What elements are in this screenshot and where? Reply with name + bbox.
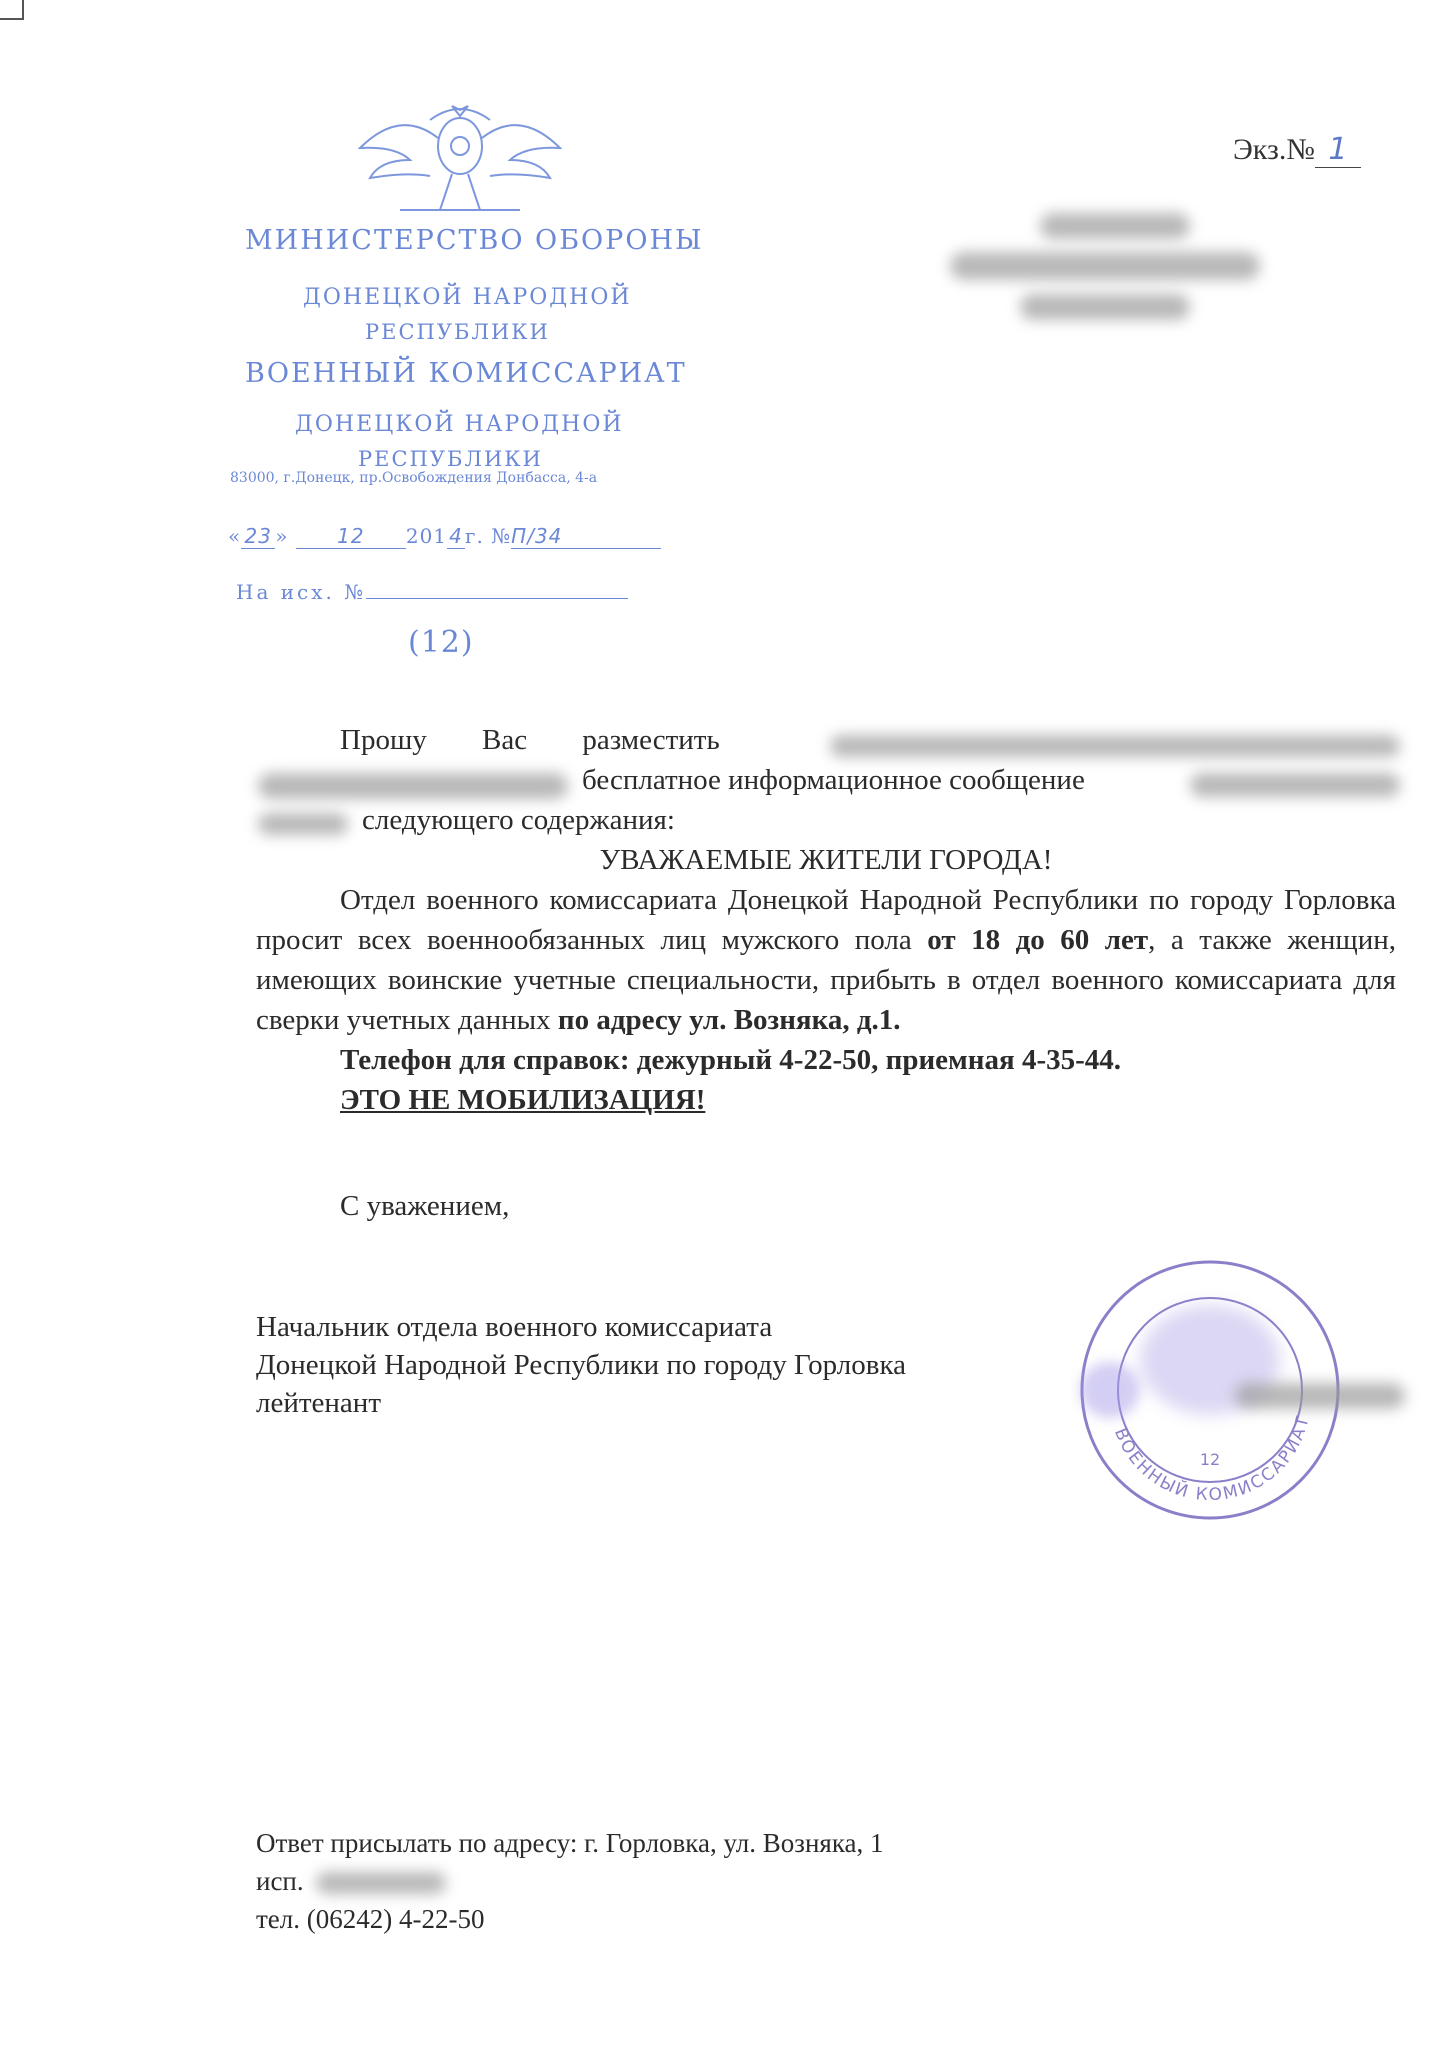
announcement-age-range: от 18 до 60 лет xyxy=(927,924,1149,956)
date-year-prefix: 201 xyxy=(405,524,448,548)
redacted-addressee-line3 xyxy=(1020,294,1190,320)
stamp-address: 83000, г.Донецк, пр.Освобождения Донбасса, 4-а xyxy=(230,470,598,486)
request-start: Прошу Вас разместить xyxy=(340,724,720,756)
request-end: следующего содержания: xyxy=(362,804,675,836)
not-mobilization-text: ЭТО НЕ МОБИЛИЗАЦИЯ! xyxy=(340,1084,706,1116)
copy-number-value: 1 xyxy=(1315,132,1361,168)
date-year-suffix: 4 xyxy=(447,524,465,549)
redacted-recipient-1 xyxy=(830,735,1400,757)
seal-number: 12 xyxy=(1199,1450,1221,1469)
redacted-recipient-4 xyxy=(258,813,348,835)
announcement-heading: УВАЖАЕМЫЕ ЖИТЕЛИ ГОРОДА! xyxy=(599,844,1053,876)
date-month: 12 xyxy=(296,524,406,549)
date-open-quote: « xyxy=(228,524,242,548)
redacted-addressee-line2 xyxy=(950,252,1260,280)
ministry-line2: ДОНЕЦКОЙ НАРОДНОЙ xyxy=(303,285,632,310)
copy-label: Экз.№ xyxy=(1233,133,1315,166)
reference-blank xyxy=(366,598,628,599)
copy-number xyxy=(1233,132,1361,168)
announcement-address: по адресу ул. Возняка, д.1. xyxy=(557,1004,901,1036)
ministry-line3: РЕСПУБЛИКИ xyxy=(365,320,550,344)
signature-line1: Начальник отдела военного комиссариата xyxy=(256,1311,773,1343)
signature-line2: Донецкой Народной Республики по городу Горловка xyxy=(256,1349,906,1381)
stamp-date-line xyxy=(228,524,661,549)
signature-line3: лейтенант xyxy=(256,1387,381,1419)
request-middle: бесплатное информационное сообщение xyxy=(582,764,1085,796)
seal-text: ВОЕННЫЙ КОМИССАРИАТ xyxy=(1110,1412,1314,1506)
phone-line xyxy=(340,1040,1390,1080)
redacted-signature-name xyxy=(1235,1383,1405,1409)
reference-line xyxy=(236,580,628,604)
footer-phone: тел. (06242) 4-22-50 xyxy=(256,1904,485,1934)
unit-number: (12) xyxy=(408,625,474,660)
redacted-addressee-line1 xyxy=(1040,213,1190,239)
not-mobilization xyxy=(340,1080,1390,1120)
date-close-quote: » xyxy=(275,524,289,548)
announcement-text-c: , а также женщин, имеющих воинские учетные специальности, прибыть в отдел военного комиссариата для сверки учетных данных xyxy=(256,924,1396,1036)
redacted-recipient-3 xyxy=(1190,773,1400,797)
footer-executor: исп. xyxy=(256,1866,304,1896)
scan-corner-mark xyxy=(0,0,24,20)
document-number: П/34 xyxy=(511,524,661,549)
redacted-recipient-2 xyxy=(258,773,568,799)
footer-reply-address: Ответ присылать по адресу: г. Горловка, ул. Возняка, 1 xyxy=(256,1828,884,1858)
commissariat-line3: РЕСПУБЛИКИ xyxy=(358,447,543,471)
regards: С уважением, xyxy=(340,1190,510,1222)
announcement-paragraph xyxy=(256,880,1396,1040)
announcement-text-a: Отдел военного комиссариата Донецкой Народной Республики по городу Горловка просит всех военнообязанных лиц мужского пола xyxy=(256,884,1396,956)
ministry-line1: МИНИСТЕРСТВО ОБОРОНЫ xyxy=(245,225,704,256)
reference-label: На исх. № xyxy=(236,580,367,604)
commissariat-line1: ВОЕННЫЙ КОМИССАРИАТ xyxy=(245,358,687,389)
phone-text: Телефон для справок: дежурный 4-22-50, приемная 4-35-44. xyxy=(340,1044,1122,1076)
commissariat-line2: ДОНЕЦКОЙ НАРОДНОЙ xyxy=(295,412,624,437)
redacted-executor-name xyxy=(316,1872,446,1894)
eagle-emblem-icon xyxy=(340,98,580,228)
date-day: 23 xyxy=(241,524,275,549)
date-g-number: г. № xyxy=(465,524,512,548)
